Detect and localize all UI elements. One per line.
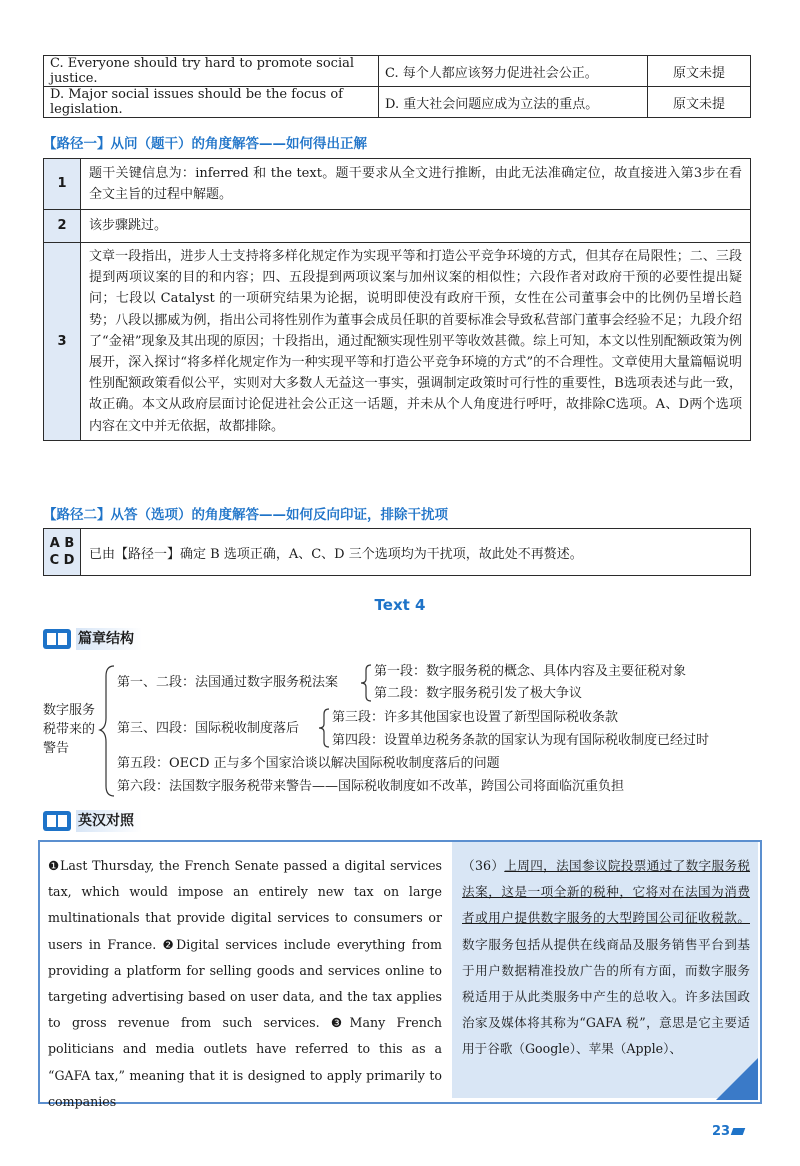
step-number: 3 xyxy=(44,243,81,441)
option-en: C. Everyone should try hard to promote social justice. xyxy=(44,56,379,87)
step-number: 1 xyxy=(44,159,81,210)
options-table xyxy=(43,55,751,118)
book-icon xyxy=(43,811,71,831)
book-icon xyxy=(43,629,71,649)
structure-p1: 第一段：数字服务税的概念、具体内容及主要征税对象 xyxy=(374,664,687,679)
underlined-translation: 上周四，法国参议院投票通过了数字服务税法案，这是一项全新的税种，它将对在法国为消费者或用户提供数字服务的大型跨国公司征收税款。 xyxy=(462,858,751,926)
option-en: D. Major social issues should be the focus of legislation. xyxy=(44,87,379,118)
structure-p4: 第四段：设置单边税务条款的国家认为现有国际税收制度已经过时 xyxy=(332,733,710,748)
route2-heading: 【路径二】从答（选项）的角度解答——如何反向印证，排除干扰项 xyxy=(43,507,448,523)
option-cn: D. 重大社会问题应成为立法的重点。 xyxy=(379,87,648,118)
steps-table xyxy=(43,158,751,441)
option-cn: C. 每个人都应该努力促进社会公正。 xyxy=(379,56,648,87)
structure-root-line: 税带来的 xyxy=(43,722,96,737)
main-brace xyxy=(98,664,116,798)
route2-text: 已由【路径一】确定 B 选项正确，A、C、D 三个选项均为干扰项，故此处不再赘述。 xyxy=(81,529,751,576)
sentence-number: （36） xyxy=(462,858,505,873)
sub-brace-2 xyxy=(318,708,330,748)
option-status: 原文未提 xyxy=(648,87,751,118)
table-row xyxy=(44,210,751,243)
text4-title: Text 4 xyxy=(374,596,426,614)
page-number xyxy=(712,1124,744,1139)
page-corner-decoration xyxy=(716,1058,758,1100)
structure-p5: 第五段：OECD 正与多个国家洽谈以解决国际税收制度落后的问题 xyxy=(117,756,500,771)
route2-table xyxy=(43,528,751,576)
graduation-cap-icon xyxy=(731,1128,746,1135)
chinese-passage xyxy=(462,853,750,1063)
table-row xyxy=(44,159,751,210)
step-number: 2 xyxy=(44,210,81,243)
table-row xyxy=(44,56,751,87)
structure-root-line: 数字服务 xyxy=(43,703,96,718)
option-status: 原文未提 xyxy=(648,56,751,87)
structure-p3: 第三段：许多其他国家也设置了新型国际税收条款 xyxy=(332,710,619,725)
bilingual-heading xyxy=(43,810,142,832)
options-label-line2: C D xyxy=(49,553,75,568)
structure-p34: 第三、四段：国际税收制度落后 xyxy=(117,721,300,736)
step-text: 该步骤跳过。 xyxy=(81,210,751,243)
structure-root xyxy=(43,701,105,758)
bilingual-heading-label: 英汉对照 xyxy=(76,810,142,832)
english-passage: ❶Last Thursday, the French Senate passed a digital services tax, which would impose an entirely new tax on large multinationals that provide digital services to consumers or users in France. ❷Digital services include everything from providing a platform for selling goods and services online to targeting advertising based on user data, and the tax applies to gross revenue from such services. ❸Many French politicians and media outlets have referred to this as a “GAFA tax,” meaning that it is designed to apply primarily to companies xyxy=(48,858,442,1109)
step-text: 题干关键信息为：inferred 和 the text。题干要求从全文进行推断，由此无法准确定位，故直接进入第3步在看全文主旨的过程中解题。 xyxy=(81,159,751,210)
structure-root-line: 警告 xyxy=(43,741,70,756)
options-label-line1: A B xyxy=(49,536,75,551)
structure-p12: 第一、二段：法国通过数字服务税法案 xyxy=(117,675,339,690)
table-row xyxy=(44,529,751,576)
structure-p6: 第六段：法国数字服务税带来警告——国际税收制度如不改革，跨国公司将面临沉重负担 xyxy=(117,779,625,794)
route1-heading: 【路径一】从问（题干）的角度解答——如何得出正解 xyxy=(43,136,367,152)
translation-rest: 数字服务包括从提供在线商品及服务销售平台到基于用户数据精准投放广告的所有方面，而数字服务税适用于从此类服务中产生的总收入。许多法国政治家及媒体将其称为“GAFA 税”，意思是它主要适用于谷歌（Google）、苹果（Apple）、 xyxy=(462,936,750,1057)
structure-heading-label: 篇章结构 xyxy=(76,628,142,650)
structure-heading xyxy=(43,628,142,650)
structure-p2: 第二段：数字服务税引发了极大争议 xyxy=(374,686,583,701)
sub-brace-1 xyxy=(360,664,372,702)
page-number-text: 23 xyxy=(712,1124,731,1139)
step-text: 文章一段指出，进步人士支持将多样化规定作为实现平等和打造公平竞争环境的方式，但其存在局限性；二、三段提到两项议案的目的和内容；四、五段提到两项议案与加州议案的相似性；六段作者对政府干预的必要性提出疑问；七段以 Catalyst 的一项研究结果为论据，说明即使没有政府干预，女性在公司董事会中的比例仍呈增长趋势；八段以挪威为例，指出公司将性别作为董事会成员任职的首要标准会导致私营部门董事会经验不足；九段介绍了“金裙”现象及其出现的原因；十段指出，通过配额实现性别平等收效甚微。综上可知，本文以性别配额政策为例展开，深入探讨“将多样化规定作为一种实现平等和打造公平竞争环境的方式”的不合理性。文章使用大量篇幅说明性别配额政策看似公平，实则对大多数人无益这一事实，强调制定政策时可行性的重要性，B选项表述与此一致，故正确。本文从政府层面讨论促进社会公正这一话题，并未从个人角度进行呼吁，故排除C选项。A、D两个选项内容在文中并无依据，故都排除。 xyxy=(81,243,751,441)
table-row xyxy=(44,243,751,441)
options-label xyxy=(44,529,81,576)
table-row xyxy=(44,87,751,118)
